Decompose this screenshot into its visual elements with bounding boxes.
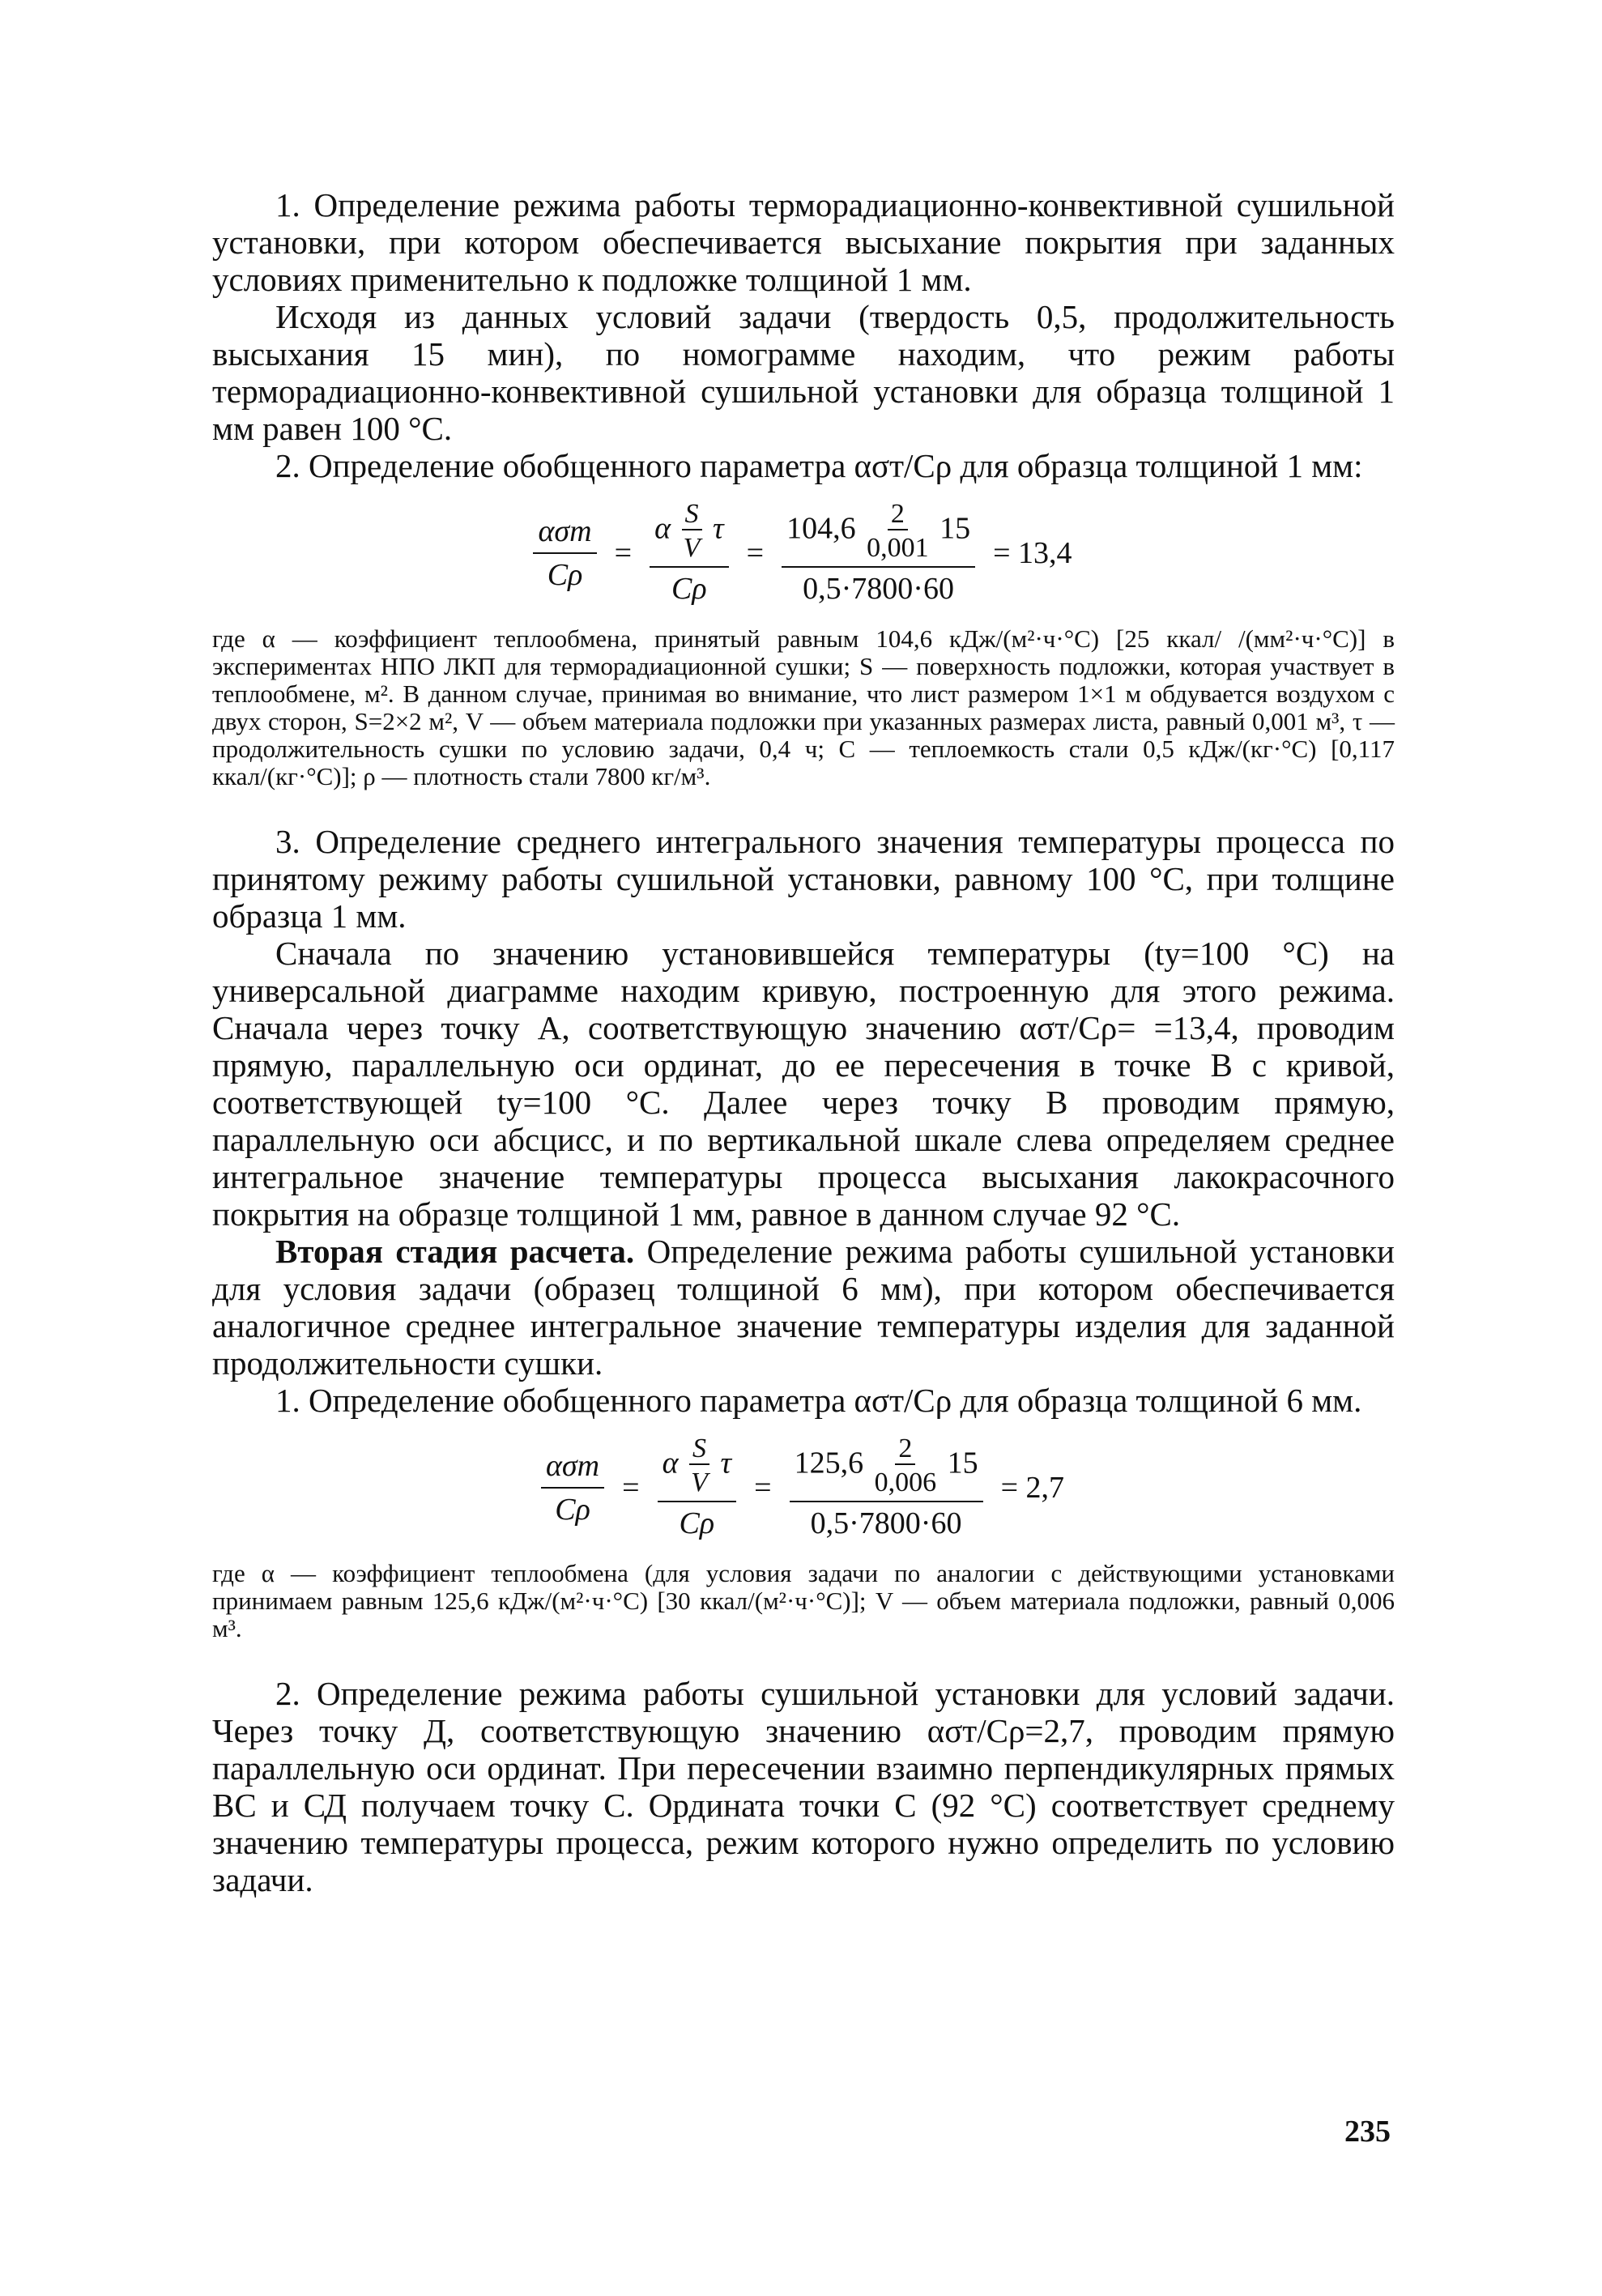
formula-1-numeric	[782, 500, 975, 607]
formula-1-numeric-num	[782, 500, 975, 568]
formula-1-tau: τ	[713, 511, 724, 546]
paragraph-7: 1. Определение обобщенного параметра ασт/Cρ для образца толщиной 6 мм.	[275, 1382, 1362, 1419]
formula-1-eq1: =	[614, 536, 633, 570]
footnote-1: где α — коэффициент теплообмена, принятый равным 104,6 кДж/(м²·ч·°С) [25 ккал/ /(мм²·ч·°С)] в экспериментах НПО ЛКП для терморадиационной сушки; S — поверхность подложки, которая участвует в теплообмене, м². В данном случае, принимая во внимание, что лист размером 1×1 м обдувается воздухом с двух сторон, S=2×2 м², V — объем материала подложки при указанных размерах листа, равный 0,001 м³, τ — продолжительность сушки по условию задачи, 0,4 ч; C — теплоемкость стали 0,5 кДж/(кг·°С) [0,117 ккал/(кг·°С)]; ρ — плотность стали 7800 кг/м³.	[212, 624, 1395, 790]
formula-2-mid-den: Cρ	[679, 1506, 715, 1540]
formula-2-alpha: α	[662, 1446, 679, 1480]
formula-2-s: S	[689, 1434, 709, 1465]
formula-2-tau: τ	[720, 1446, 732, 1480]
formula-2	[212, 1419, 1395, 1557]
paragraph-8: 2. Определение режима работы сушильной установки для условий задачи. Через точку Д, соответствующую значению ασт/Cρ=2,7, проводим прямую параллельную оси ординат. При пересечении взаимно перпендикулярных прямых ВС и СД получаем точку С. Ордината точки С (92 °С) соответствует среднему значению температуры процесса, режим которого нужно определить по условию задачи.	[212, 1675, 1395, 1898]
formula-1-v: V	[683, 533, 701, 563]
formula-2-eq1: =	[622, 1471, 640, 1505]
formula-1-mid-num	[650, 500, 729, 568]
paragraph-6-text: Определение режима работы сушильной установки для условия задачи (образец толщиной 6 мм), при котором обеспечивается аналогичное среднее интегральное значение температуры изделия для заданной продолжительности сушки.	[212, 1233, 1395, 1382]
formula-1-numeric-den: 0,5·7800·60	[803, 572, 954, 606]
formula-1-lhs-num: ασт	[533, 513, 596, 554]
formula-1-mid-den: Cρ	[671, 572, 707, 606]
paragraph-5: Сначала по значению установившейся температуры (tу=100 °С) на универсальной диаграмме находим кривую, построенную для этого режима. Сначала через точку А, соответствующую значению ασт/Cρ= =13,4, проводим прямую, параллельную оси ординат, до ее пересечения в точке В с кривой, соответствующей tу=100 °С. Далее через точку В проводим прямую, параллельную оси абсцисс, и по вертикальной шкале слева определяем среднее интегральное значение температуры процесса высыхания лакокрасочного покрытия на образце толщиной 1 мм, равное в данном случае 92 °С.	[212, 935, 1395, 1233]
formula-2-lhs-den: Cρ	[555, 1493, 590, 1527]
formula-2-sv	[689, 1434, 709, 1497]
paragraph-2: Исходя из данных условий задачи (твердость 0,5, продолжительность высыхания 15 мин), по номограмме находим, что режим работы терморадиационно-конвективной сушильной установки для образца толщиной 1 мм равен 100 °С.	[212, 298, 1395, 447]
formula-1-alpha: α	[654, 511, 671, 546]
formula-2-mid-num	[658, 1434, 737, 1502]
formula-1-result: = 13,4	[993, 536, 1072, 570]
page-body	[212, 186, 1395, 1898]
paragraph-1: 1. Определение режима работы терморадиационно-конвективной сушильной установки, при котором обеспечивается высыхание покрытия при заданных условиях применительно к подложке толщиной 1 мм.	[212, 186, 1395, 298]
formula-2-ratio-num: 2	[895, 1434, 915, 1465]
formula-2-numeric-num	[790, 1434, 983, 1502]
formula-1-mid	[650, 500, 729, 607]
formula-2-ratio	[875, 1434, 937, 1497]
formula-1-ratio	[867, 500, 929, 563]
formula-2-eq2: =	[754, 1471, 772, 1505]
formula-1-eq2: =	[746, 536, 765, 570]
formula-2-alpha-value: 125,6	[794, 1446, 864, 1480]
formula-1-s: S	[682, 500, 702, 530]
formula-2-numeric	[790, 1434, 983, 1541]
formula-2-time: 15	[947, 1446, 978, 1480]
paragraph-3: 2. Определение обобщенного параметра ασт/Cρ для образца толщиной 1 мм:	[275, 447, 1363, 484]
paragraph-6	[212, 1233, 1395, 1382]
formula-1-time: 15	[939, 511, 971, 546]
page-number: 235	[1344, 2115, 1391, 2149]
formula-2-result: = 2,7	[1000, 1471, 1064, 1505]
paragraph-4: 3. Определение среднего интегрального значения температуры процесса по принятому режиму работы сушильной установки, равному 100 °С, при толщине образца 1 мм.	[212, 823, 1395, 935]
formula-2-v: V	[691, 1467, 708, 1497]
formula-2-numeric-den: 0,5·7800·60	[810, 1506, 962, 1540]
formula-1-ratio-num: 2	[888, 500, 908, 530]
formula-2-ratio-den: 0,006	[874, 1467, 937, 1497]
formula-1-lhs-den: Cρ	[547, 558, 583, 592]
formula-2-mid	[658, 1434, 737, 1541]
formula-1	[212, 484, 1395, 622]
footnote-2: где α — коэффициент теплообмена (для условия задачи по аналогии с действующими установками принимаем равным 125,6 кДж/(м²·ч·°С) [30 ккал/(м²·ч·°С)]; V — объем материала подложки, равный 0,006 м³.	[212, 1559, 1395, 1642]
formula-1-sv	[682, 500, 702, 563]
formula-2-lhs-num: ασт	[541, 1448, 604, 1489]
formula-1-alpha-value: 104,6	[786, 511, 856, 546]
stage-heading: Вторая стадия расчета.	[275, 1233, 635, 1270]
formula-1-ratio-den: 0,001	[867, 533, 929, 563]
formula-1-lhs	[533, 513, 596, 593]
formula-2-lhs	[541, 1448, 604, 1527]
